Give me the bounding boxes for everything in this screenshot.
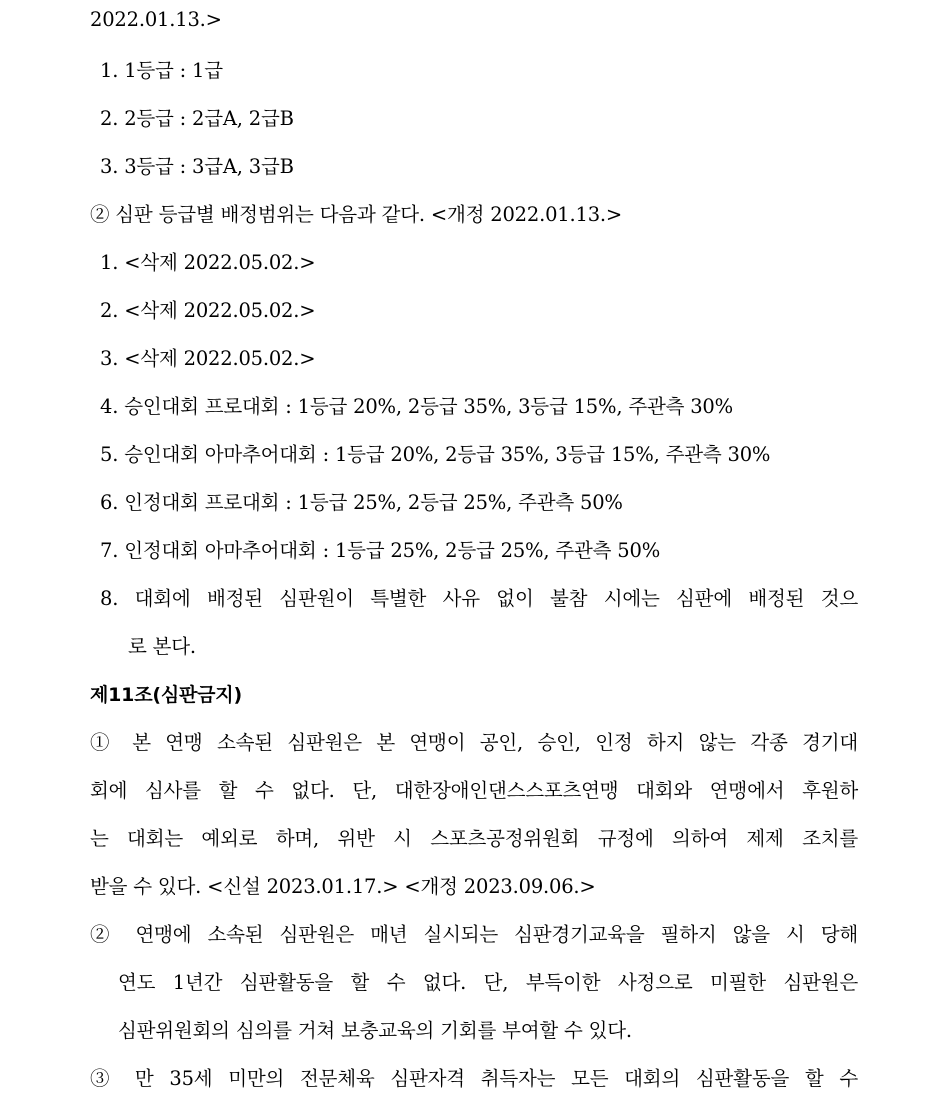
list-item-grade-1: 1. 1등급 : 1급 [100,59,223,82]
article-11-para-2-line-1: ② 연맹에 소속된 심판원은 매년 실시되는 심판경기교육을 필하지 않을 시 당해 [90,923,858,946]
list-item-approved-pro: 4. 승인대회 프로대회 : 1등급 20%, 2등급 35%, 3등급 15%, 주관측 30% [100,395,733,418]
list-item-absence-rule-cont: 로 본다. [128,635,196,658]
article-11-heading: 제11조(심판금지) [90,684,242,706]
article-11-para-2-line-2: 연도 1년간 심판활동을 할 수 없다. 단, 부득이한 사정으로 미필한 심판원은 [118,971,858,994]
paragraph-2-assignment-range: ② 심판 등급별 배정범위는 다음과 같다. <개정 2022.01.13.> [90,203,623,226]
list-item-approved-amateur: 5. 승인대회 아마추어대회 : 1등급 20%, 2등급 35%, 3등급 15%, 주관측 30% [100,443,771,466]
list-item-deleted-1: 1. <삭제 2022.05.02.> [100,251,316,274]
list-item-recognized-amateur: 7. 인정대회 아마추어대회 : 1등급 25%, 2등급 25%, 주관측 50% [100,539,661,562]
article-11-para-2-line-3: 심판위원회의 심의를 거쳐 보충교육의 기회를 부여할 수 있다. [118,1019,632,1042]
list-item-absence-rule: 8. 대회에 배정된 심판원이 특별한 사유 없이 불참 시에는 심판에 배정된 것으 [100,587,858,610]
list-item-grade-2: 2. 2등급 : 2급A, 2급B [100,107,294,130]
article-11-para-1-line-3: 는 대회는 예외로 하며, 위반 시 스포츠공정위원회 규정에 의하여 제제 조치를 [90,827,858,850]
list-item-deleted-3: 3. <삭제 2022.05.02.> [100,347,316,370]
article-11-para-1-line-2: 회에 심사를 할 수 없다. 단, 대한장애인댄스스포츠연맹 대회와 연맹에서 후원하 [90,779,858,802]
text-line-continuation: 2022.01.13.> [90,8,222,31]
article-11-para-1-line-1: ① 본 연맹 소속된 심판원은 본 연맹이 공인, 승인, 인정 하지 않는 각종 경기대 [90,731,858,754]
list-item-recognized-pro: 6. 인정대회 프로대회 : 1등급 25%, 2등급 25%, 주관측 50% [100,491,623,514]
list-item-deleted-2: 2. <삭제 2022.05.02.> [100,299,316,322]
article-11-para-1-line-4: 받을 수 있다. <신설 2023.01.17.> <개정 2023.09.06.> [90,875,596,898]
list-item-grade-3: 3. 3등급 : 3급A, 3급B [100,155,294,178]
article-11-para-3-line-1: ③ 만 35세 미만의 전문체육 심판자격 취득자는 모든 대회의 심판활동을 할 수 [90,1067,858,1090]
